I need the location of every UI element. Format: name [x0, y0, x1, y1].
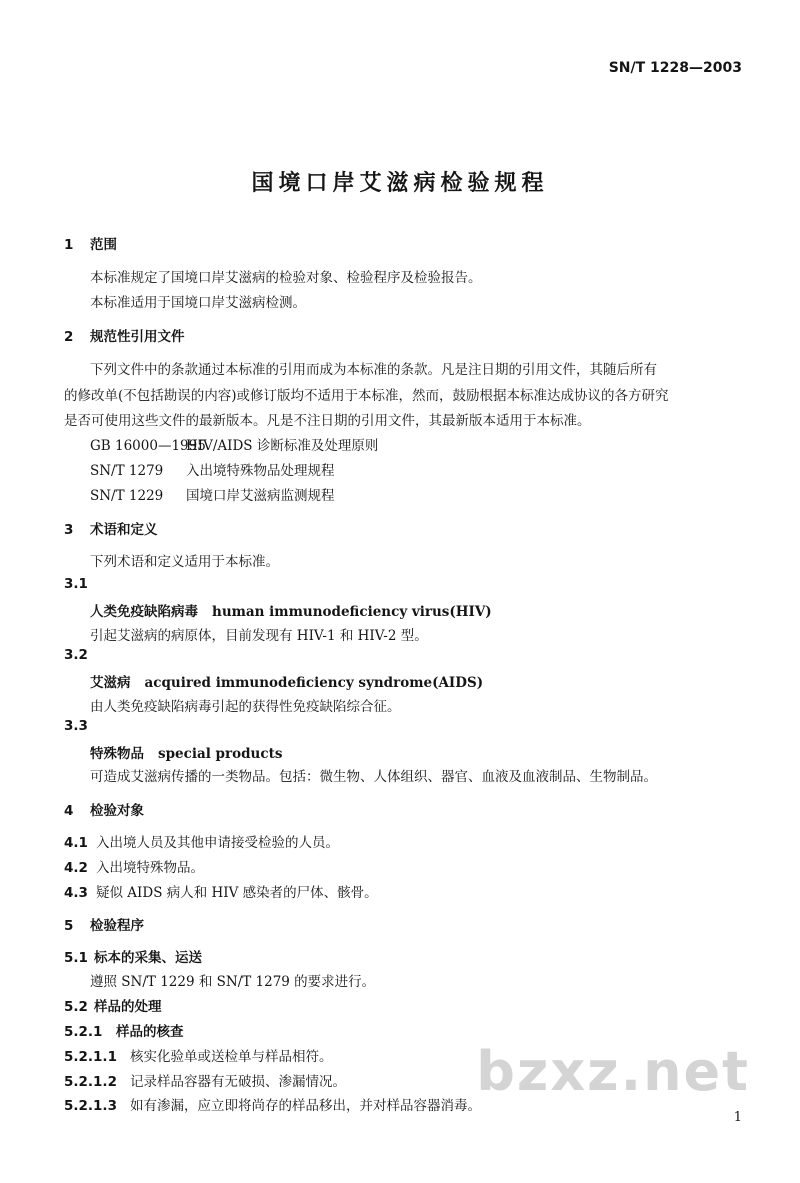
reference-title: HIV/AIDS 诊断标准及处理原则: [186, 438, 379, 454]
term-definition: 可造成艾滋病传播的一类物品。包括：微生物、人体组织、器官、血液及血液制品、生物制品。: [90, 769, 657, 785]
item-number: 4.3: [64, 885, 88, 901]
list-item: [64, 881, 378, 901]
item-text: 记录样品容器有无破损、渗漏情况。: [130, 1074, 346, 1090]
subsection-title: 样品的核查: [116, 1024, 184, 1040]
subsection-heading: [64, 995, 162, 1015]
reference-title: 国境口岸艾滋病监测规程: [186, 488, 335, 504]
section-number: 5: [64, 918, 74, 934]
paragraph: 遵照 SN/T 1229 和 SN/T 1279 的要求进行。: [90, 974, 376, 990]
item-number: 5.2.1.2: [64, 1074, 117, 1090]
item-number: 4.2: [64, 860, 88, 876]
list-item: [64, 1045, 333, 1065]
section-title: 检验对象: [90, 803, 144, 819]
section-5-heading: [64, 914, 144, 934]
reference-code: SN/T 1279: [90, 463, 164, 479]
item-text: 入出境人员及其他申请接受检验的人员。: [96, 835, 339, 851]
section-3-heading: [64, 518, 158, 538]
item-text: 入出境特殊物品。: [96, 860, 204, 876]
section-title: 术语和定义: [90, 522, 158, 538]
section-number: 1: [64, 237, 74, 253]
paragraph: 下列术语和定义适用于本标准。: [90, 554, 279, 570]
page-number: 1: [733, 1110, 742, 1125]
term-definition: 引起艾滋病的病原体，目前发现有 HIV-1 和 HIV-2 型。: [90, 628, 428, 644]
section-number: 2: [64, 329, 74, 345]
document-title: 国境口岸艾滋病检验规程: [251, 171, 549, 196]
reference-item: [90, 484, 335, 504]
subsection-heading: [64, 946, 202, 966]
item-number: 5.2.1.3: [64, 1098, 117, 1114]
section-title: 范围: [90, 237, 117, 253]
term-english: human immunodeficiency virus(HIV): [212, 604, 492, 620]
term-chinese: 特殊物品: [90, 746, 144, 762]
list-item: [64, 1094, 481, 1114]
term-number: 3.3: [64, 718, 88, 734]
section-2-heading: [64, 325, 185, 345]
item-text: 核实化验单或送检单与样品相符。: [130, 1049, 333, 1065]
paragraph: 本标准规定了国境口岸艾滋病的检验对象、检验程序及检验报告。: [90, 270, 482, 286]
paragraph: 本标准适用于国境口岸艾滋病检测。: [90, 295, 306, 311]
section-number: 4: [64, 803, 74, 819]
term-entry: [90, 600, 492, 620]
reference-code: SN/T 1229: [90, 488, 164, 504]
subsection-title: 标本的采集、运送: [94, 950, 202, 966]
section-title: 规范性引用文件: [90, 329, 185, 345]
reference-item: [90, 459, 335, 479]
list-item: [64, 1070, 346, 1090]
term-english: special products: [158, 746, 283, 762]
term-number: 3.2: [64, 647, 88, 663]
term-chinese: 人类免疫缺陷病毒: [90, 604, 198, 620]
reference-title: 入出境特殊物品处理规程: [186, 463, 335, 479]
watermark: bzxz.net: [476, 1040, 750, 1103]
term-definition: 由人类免疫缺陷病毒引起的获得性免疫缺陷综合征。: [90, 699, 401, 715]
paragraph-line: 的修改单(不包括勘误的内容)或修订版均不适用于本标准，然而，鼓励根据本标准达成协议的各方研究: [64, 388, 669, 404]
subsection-number: 5.2.1: [64, 1024, 103, 1040]
list-item: [64, 856, 204, 876]
term-chinese: 艾滋病: [90, 675, 131, 691]
subsection-number: 5.2: [64, 999, 88, 1015]
term-number: 3.1: [64, 576, 88, 592]
section-1-heading: [64, 233, 117, 253]
subsection-heading: [64, 1020, 184, 1040]
standard-number: SN/T 1228—2003: [608, 60, 742, 76]
item-number: 5.2.1.1: [64, 1049, 117, 1065]
paragraph-line: 是否可使用这些文件的最新版本。凡是不注日期的引用文件，其最新版本适用于本标准。: [64, 413, 591, 429]
item-number: 4.1: [64, 835, 88, 851]
section-number: 3: [64, 522, 74, 538]
section-title: 检验程序: [90, 918, 144, 934]
term-english: acquired immunodeficiency syndrome(AIDS): [144, 675, 484, 691]
paragraph-line: 下列文件中的条款通过本标准的引用而成为本标准的条款。凡是注日期的引用文件，其随后所有: [90, 362, 657, 378]
reference-item: [90, 434, 378, 454]
item-text: 如有渗漏，应立即将尚存的样品移出，并对样品容器消毒。: [130, 1098, 481, 1114]
section-4-heading: [64, 799, 144, 819]
subsection-number: 5.1: [64, 950, 88, 966]
term-entry: [90, 671, 483, 691]
list-item: [64, 831, 339, 851]
item-text: 疑似 AIDS 病人和 HIV 感染者的尸体、骸骨。: [96, 885, 378, 901]
subsection-title: 样品的处理: [94, 999, 162, 1015]
term-entry: [90, 742, 282, 762]
reference-code: GB 16000—1995: [90, 438, 206, 454]
